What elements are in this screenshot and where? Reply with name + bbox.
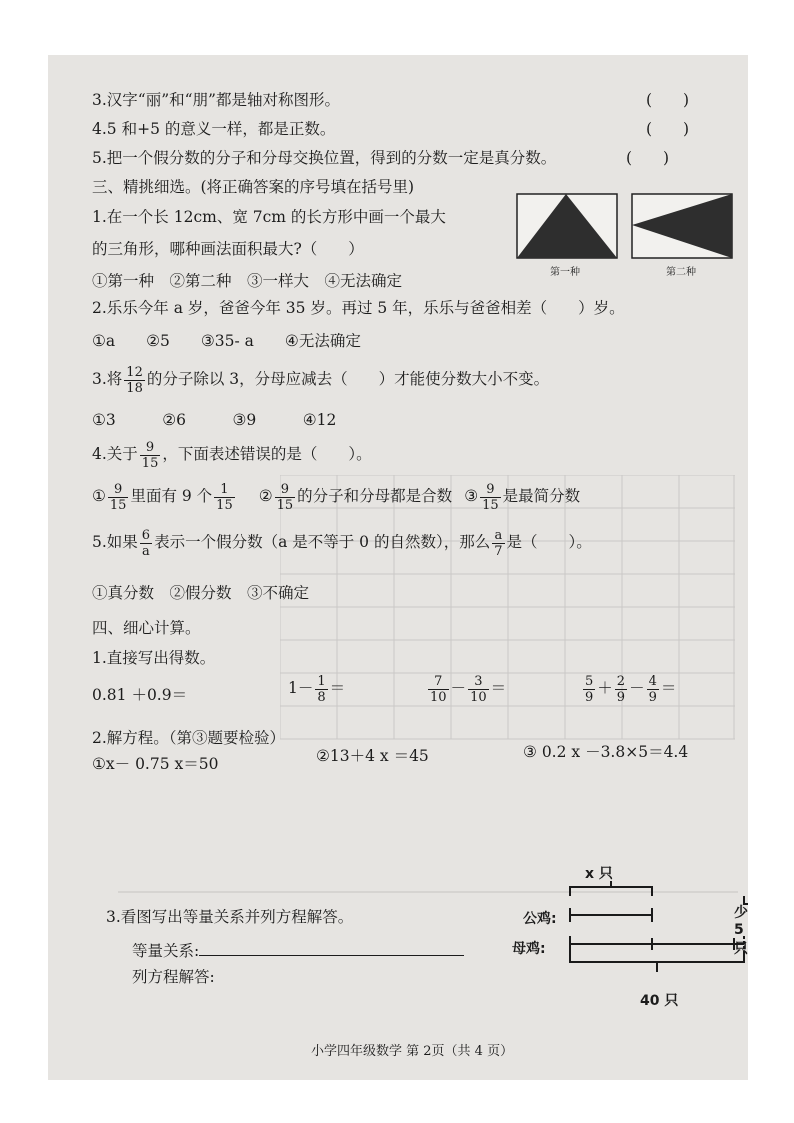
- s3-q4: 4.关于 $\frac{9}{15}$ ，下面表述错误的是（ ）。: [92, 439, 372, 471]
- line-segment-diagram: [566, 880, 748, 990]
- s3-q3-options: ①3 ②6 ③9 ④12: [92, 411, 337, 429]
- calc-4: $\frac{5}{9}$ ＋ $\frac{2}{9}$ － $\frac{4}{9}$ ＝: [585, 673, 677, 705]
- figure-2-caption: 第二种: [666, 267, 696, 278]
- equation-3: ③ 0.2 x －3.8×5＝4.4: [523, 743, 689, 761]
- section-4-title: 四、细心计算。: [92, 619, 201, 637]
- s3-q5-options: ①真分数 ②假分数 ③不确定: [92, 584, 310, 602]
- s4-sub1: 1.直接写出得数。: [92, 649, 216, 667]
- s4-sub3: 3.看图写出等量关系并列方程解答。: [106, 908, 354, 926]
- relation-label: 等量关系:: [132, 939, 464, 961]
- s3-q1-line1: 1.在一个长 12cm、宽 7cm 的长方形中画一个最大: [92, 208, 446, 226]
- page-footer: 小学四年级数学 第 2页（共 4 页）: [311, 1044, 514, 1059]
- equation-2: ②13＋4 x ＝45: [316, 747, 429, 765]
- triangle-figure-1: [516, 193, 618, 259]
- judge-question-3: 3.汉字“丽”和“朋”都是轴对称图形。: [92, 91, 340, 109]
- triangle-figure-2: [631, 193, 733, 259]
- judge-question-5: 5.把一个假分数的分子和分母交换位置，得到的分数一定是真分数。: [92, 149, 557, 167]
- judge-question-4: 4.5 和+5 的意义一样，都是正数。: [92, 120, 336, 138]
- diagram-rooster-label: 公鸡:: [523, 911, 557, 927]
- answer-paren-3[interactable]: ( ): [646, 91, 690, 109]
- calc-2: 1－ $\frac{1}{8}$ ＝: [288, 673, 346, 705]
- equation-1: ①x－ 0.75 x＝50: [92, 755, 219, 773]
- s4-sub2: 2.解方程。（第③题要检验）: [92, 729, 286, 747]
- s3-q4-options: ① $\frac{9}{15}$ 里面有 9 个 $\frac{1}{15}$ ② $\frac{9}{15}$ 的分子和分母都是合数 ③ $\frac{9}{15}$ 是最简分数: [92, 481, 581, 513]
- diagram-x-label: x 只: [585, 866, 613, 882]
- diagram-total-label: 40 只: [640, 993, 679, 1009]
- fraction-12-18: $\frac{12}{18}$: [126, 364, 143, 396]
- s3-q3: 3.将 $\frac{12}{18}$ 的分子除以 3，分母应减去（ ）才能使分数大小不变。: [92, 364, 550, 396]
- calc-3: $\frac{7}{10}$ － $\frac{3}{10}$ ＝: [430, 673, 507, 705]
- figure-1-caption: 第一种: [550, 267, 580, 278]
- section-3-title: 三、精挑细选。(将正确答案的序号填在括号里): [92, 178, 415, 196]
- s3-q2: 2.乐乐今年 a 岁，爸爸今年 35 岁。再过 5 年，乐乐与爸爸相差（ ）岁。: [92, 299, 625, 317]
- diagram-less-label: 少 5 只: [734, 905, 748, 957]
- relation-blank[interactable]: [199, 939, 464, 956]
- s3-q5: 5.如果 $\frac{6}{a}$ 表示一个假分数（a 是不等于 0 的自然数），那么 $\frac{a}{7}$ 是（ ）。: [92, 527, 592, 559]
- s3-q1-options: ①第一种 ②第二种 ③一样大 ④无法确定: [92, 272, 403, 290]
- answer-paren-5[interactable]: ( ): [626, 149, 670, 167]
- exam-sheet: [48, 55, 748, 1080]
- fraction-9-15: $\frac{9}{15}$: [141, 439, 159, 471]
- calc-1: 0.81 ＋0.9＝: [92, 686, 188, 704]
- s3-q2-options: ①a ②5 ③35- a ④无法确定: [92, 332, 361, 350]
- s3-q1-line2: 的三角形，哪种画法面积最大?（ ）: [92, 240, 364, 258]
- solve-label: 列方程解答:: [132, 968, 215, 986]
- answer-paren-4[interactable]: ( ): [646, 120, 690, 138]
- diagram-hen-label: 母鸡:: [512, 941, 546, 957]
